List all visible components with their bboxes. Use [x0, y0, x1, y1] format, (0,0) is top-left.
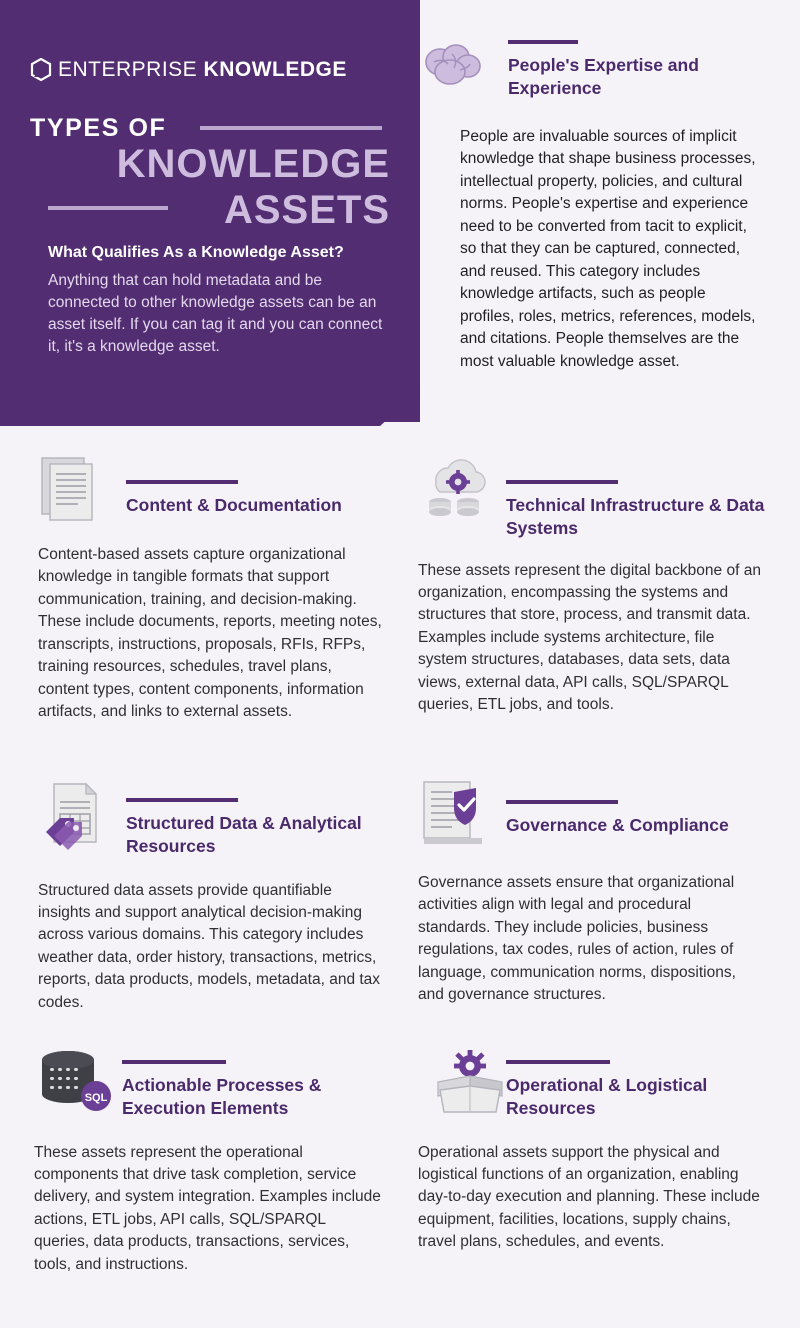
- card-operational-title: Operational & Logistical Resources: [506, 1075, 708, 1118]
- card-actionable-body: These assets represent the operational components that drive task completion, service delivery, and system integration. Examples include actions, ETL jobs, API calls, SQL/SPARQL queries, data products, transactions, services, tools, and instructions.: [34, 1143, 381, 1273]
- card-people-body: People are invaluable sources of implicit knowledge that shape business processes, intellectual property, policies, and cultural norms. People's expertise and experience need to be converted from tacit to explicit, so that they can be captured, connected, and reused. This category includes knowledge artifacts, such as people profiles, roles, metrics, references, models, and citations. People themselves are the most valuable knowledge asset.: [460, 128, 756, 370]
- card-operational-body: Operational assets support the physical and logistical functions of an organization, enabling day-to-day execution and planning. These include equipment, facilities, locations, supply chains, travel plans, schedules, and events.: [418, 1143, 760, 1251]
- hero-title-line1: KNOWLEDGE: [116, 142, 390, 186]
- card-structured-rule: [126, 798, 238, 802]
- card-content-head: [38, 452, 388, 524]
- hero-angled-notch: [0, 390, 420, 426]
- hero-kicker: TYPES OF: [30, 114, 167, 142]
- database-sql-icon: [34, 1046, 110, 1118]
- cloud-database-gear-icon: [418, 452, 494, 524]
- card-people-head: [420, 40, 770, 112]
- card-technical: [418, 452, 768, 717]
- card-content-rule: [126, 480, 238, 484]
- card-governance-rule: [506, 800, 618, 804]
- card-actionable-rule: [122, 1060, 226, 1064]
- hero-question: What Qualifies As a Knowledge Asset?: [48, 244, 344, 261]
- brain-icon: [420, 40, 496, 112]
- open-box-gear-icon: [418, 1046, 494, 1118]
- card-technical-head: [418, 452, 768, 540]
- card-structured-title: Structured Data & Analytical Resources: [126, 813, 362, 856]
- hero-body: Anything that can hold metadata and be connected to other knowledge assets can be an asset itself. If you can tag it and you can connect it, it's a knowledge asset.: [48, 272, 383, 355]
- brand-name: [58, 58, 347, 82]
- card-people-rule: [508, 40, 578, 44]
- card-structured: [38, 778, 388, 1014]
- card-content-body: Content-based assets capture organizational knowledge in tangible formats that support communication, training, and decision-making. These include documents, reports, meeting notes, transcripts, instructions, proposals, RFIs, RFPs, training resources, schedules, travel plans, content types, content components, information artifacts, and links to external assets.: [38, 546, 382, 721]
- card-structured-body: Structured data assets provide quantifiable insights and support analytical decision-making across various domains. This category includes weather data, order history, transactions, metrics, reports, data products, models, metadata, and tax codes.: [38, 881, 381, 1011]
- sql-badge-label: SQL: [84, 1092, 108, 1104]
- card-structured-head: [38, 778, 388, 858]
- card-governance-title: Governance & Compliance: [506, 815, 729, 835]
- card-content-title: Content & Documentation: [126, 495, 342, 515]
- card-actionable: [34, 1046, 384, 1276]
- hero-kicker-rule: [200, 126, 382, 130]
- brand-name-light: ENTERPRISE: [58, 58, 198, 81]
- brand-name-bold: KNOWLEDGE: [203, 58, 347, 81]
- card-governance-body: Governance assets ensure that organizational activities align with legal and procedural standards. They include policies, business regulations, tax codes, rules of action, rules of language, communication norms, dispositions, and governance structures.: [418, 874, 736, 1004]
- card-content: [38, 452, 388, 724]
- card-governance-head: [418, 778, 768, 850]
- documents-icon: [38, 452, 114, 524]
- document-shield-check-icon: [418, 778, 494, 850]
- card-actionable-title: Actionable Processes & Execution Elements: [122, 1075, 322, 1118]
- hero-title-line2: ASSETS: [223, 188, 390, 232]
- document-tags-icon: [38, 778, 114, 850]
- card-actionable-head: [34, 1046, 384, 1120]
- card-operational: [418, 1046, 768, 1254]
- card-operational-head: [418, 1046, 768, 1120]
- card-people: [420, 40, 770, 373]
- card-technical-body: These assets represent the digital backbone of an organization, encompassing the systems and structures that store, process, and transmit data. Examples include systems architecture, file system structures, databases, data sets, data views, external data, API calls, SQL/SPARQL queries, ETL jobs, and tools.: [418, 561, 761, 714]
- card-governance: [418, 778, 768, 1007]
- card-technical-title: Technical Infrastructure & Data Systems: [506, 495, 765, 538]
- card-people-title: People's Expertise and Experience: [508, 55, 699, 98]
- hexagon-logo-icon: [30, 58, 52, 82]
- brand-logo: [30, 58, 347, 82]
- card-technical-rule: [506, 480, 618, 484]
